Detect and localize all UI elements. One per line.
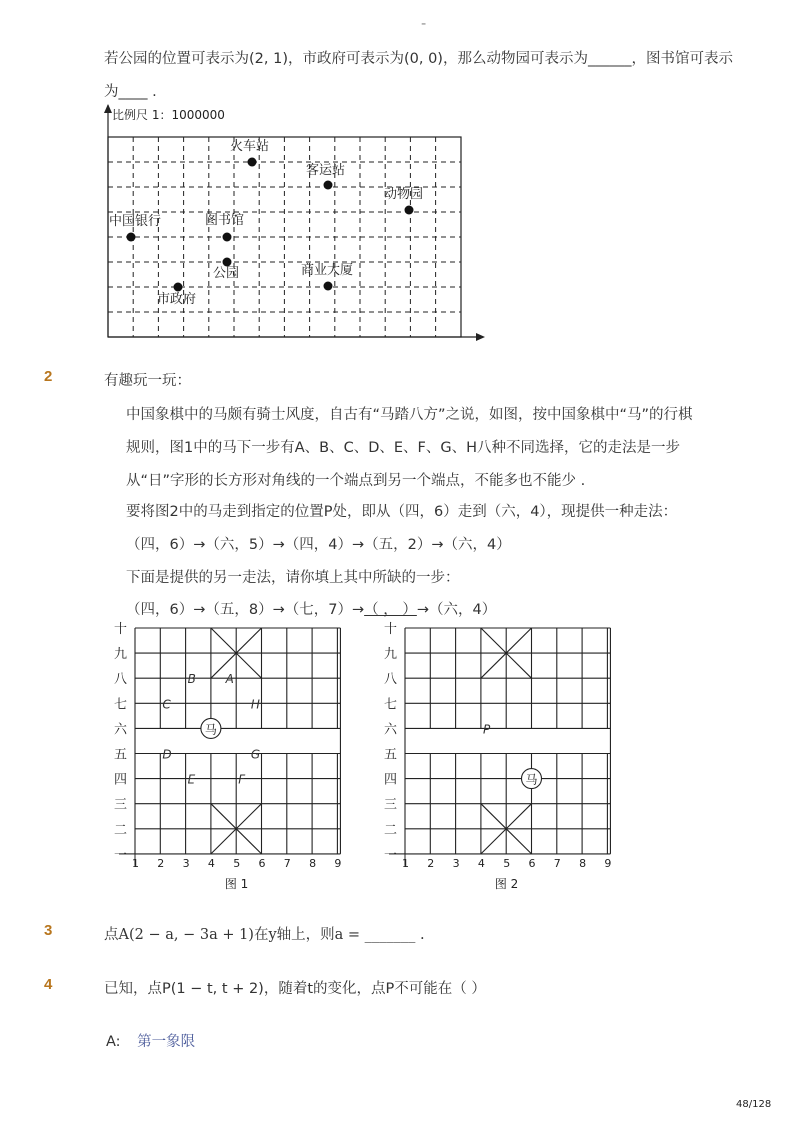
col-label: 2	[157, 856, 165, 870]
label-bus-station: 客运站	[306, 163, 346, 178]
horse-piece-label: 马	[204, 722, 217, 737]
row-label: 五	[384, 747, 398, 763]
col-label: 5	[503, 856, 511, 870]
col-label: 4	[477, 856, 485, 870]
dot-library	[223, 233, 232, 242]
header-mark: -	[421, 16, 427, 32]
point-label-B: B	[187, 672, 196, 687]
col-label: 6	[528, 856, 536, 870]
q2-route-2-start: （四，6）→（五，8）→（七，7）→	[126, 602, 365, 618]
col-label: 9	[334, 856, 342, 870]
chess-board-figure-1	[110, 618, 350, 903]
q4-text: 已知，点P(1 − t, t + 2)，随着t的变化，点P不可能在（ ）	[104, 981, 486, 997]
col-label: 7	[283, 856, 291, 870]
row-label: 六	[114, 722, 128, 738]
row-label: 八	[384, 672, 398, 688]
col-label: 1	[132, 856, 139, 870]
row-label: 二	[384, 822, 398, 838]
row-label: 七	[114, 697, 128, 713]
label-city-hall: 市政府	[157, 292, 197, 307]
chess-board-figure-2	[380, 618, 620, 903]
col-label: 5	[233, 856, 241, 870]
option-a[interactable]	[106, 1030, 195, 1051]
q2-route-1: （四，6）→（六，5）→（四，4）→（五，2）→（六，4）	[126, 537, 511, 553]
row-label: 七	[384, 697, 398, 713]
col-label: 1	[402, 856, 409, 870]
dot-bank	[127, 233, 136, 242]
row-label: 八	[114, 672, 128, 688]
dot-commercial	[324, 282, 333, 291]
q1-line1: 若公园的位置可表示为(2, 1)，市政府可表示为(0, 0)，那么动物园可表示为______，图书馆可表示	[104, 51, 733, 67]
q1-map-figure	[98, 100, 490, 346]
q1-line2: 为____ .	[104, 84, 157, 100]
row-label: 十	[114, 622, 128, 637]
q2-paragraph-2: 规则，图1中的马下一步有A、B、C、D、E、F、G、H八种不同选择，它的走法是一步	[126, 440, 681, 456]
point-label-E: E	[187, 772, 196, 787]
label-commercial: 商业大厦	[301, 263, 354, 278]
row-label: 九	[384, 647, 398, 663]
dot-train-station	[248, 158, 257, 167]
q3-text: 点A(2 − a, − 3a + 1)在y轴上，则a = _______ .	[104, 927, 425, 943]
col-label: 7	[553, 856, 561, 870]
col-label: 6	[258, 856, 266, 870]
q3-number: 3	[44, 922, 53, 939]
label-zoo: 动物园	[384, 187, 424, 202]
horse-piece-label: 马	[525, 772, 538, 787]
row-label: 四	[114, 772, 128, 788]
point-label-F: F	[238, 772, 246, 787]
label-library: 图书馆	[205, 213, 245, 228]
point-label-G: G	[250, 747, 261, 762]
label-train-station: 火车站	[230, 139, 270, 154]
q2-route-2-blank: （ ， ）	[364, 602, 417, 618]
map-x-arrow	[476, 333, 485, 341]
col-label: 8	[309, 856, 317, 870]
row-label: 六	[384, 722, 398, 738]
figure-caption: 图 2	[494, 876, 519, 891]
row-label: 五	[114, 747, 128, 763]
col-label: 9	[604, 856, 612, 870]
col-label: 4	[207, 856, 215, 870]
dot-bus-station	[324, 181, 333, 190]
dot-zoo	[405, 206, 414, 215]
q2-paragraph-4: 要将图2中的马走到指定的位置P处，即从（四，6）走到（六，4），现提供一种走法：	[126, 504, 678, 520]
map-scale: 比例尺 1：1000000	[112, 108, 225, 122]
col-label: 2	[427, 856, 435, 870]
col-label: 3	[452, 856, 460, 870]
row-label: 四	[384, 772, 398, 788]
point-label-H: H	[250, 697, 260, 712]
point-label-A: A	[225, 672, 234, 687]
option-a-text: 第一象限	[137, 1034, 196, 1050]
q2-title: 有趣玩一玩：	[104, 373, 191, 389]
col-label: 3	[182, 856, 190, 870]
map-y-arrow	[104, 104, 112, 113]
q4-number: 4	[44, 976, 53, 993]
dot-city-hall	[174, 283, 183, 292]
point-label-P: P	[482, 722, 491, 737]
row-label: 二	[114, 822, 128, 838]
row-label: 三	[114, 797, 128, 813]
q2-number: 2	[44, 368, 53, 385]
row-label: 一	[114, 847, 128, 863]
label-bank: 中国银行	[109, 214, 162, 229]
figure-caption: 图 1	[224, 876, 249, 891]
row-label: 十	[384, 622, 398, 637]
map-grid	[108, 137, 461, 337]
col-label: 8	[579, 856, 587, 870]
q2-route-2-end: →（六，4）	[416, 602, 497, 618]
row-label: 九	[114, 647, 128, 663]
row-label: 三	[384, 797, 398, 813]
q2-paragraph-1: 中国象棋中的马颇有骑士风度，自古有“马踏八方”之说，如图，按中国象棋中“马”的行棋	[126, 407, 693, 423]
q2-paragraph-6: 下面是提供的另一走法，请你填上其中所缺的一步：	[126, 570, 460, 586]
label-park: 公园	[213, 266, 240, 281]
row-label: 一	[384, 847, 398, 863]
q2-paragraph-3: 从“日”字形的长方形对角线的一个端点到另一个端点，不能多也不能少 .	[126, 473, 586, 489]
q2-route-2	[126, 598, 496, 619]
point-label-D: D	[162, 747, 172, 762]
point-label-C: C	[162, 697, 171, 712]
option-a-letter: A:	[106, 1034, 121, 1050]
page-number: 48/128	[736, 1099, 772, 1110]
